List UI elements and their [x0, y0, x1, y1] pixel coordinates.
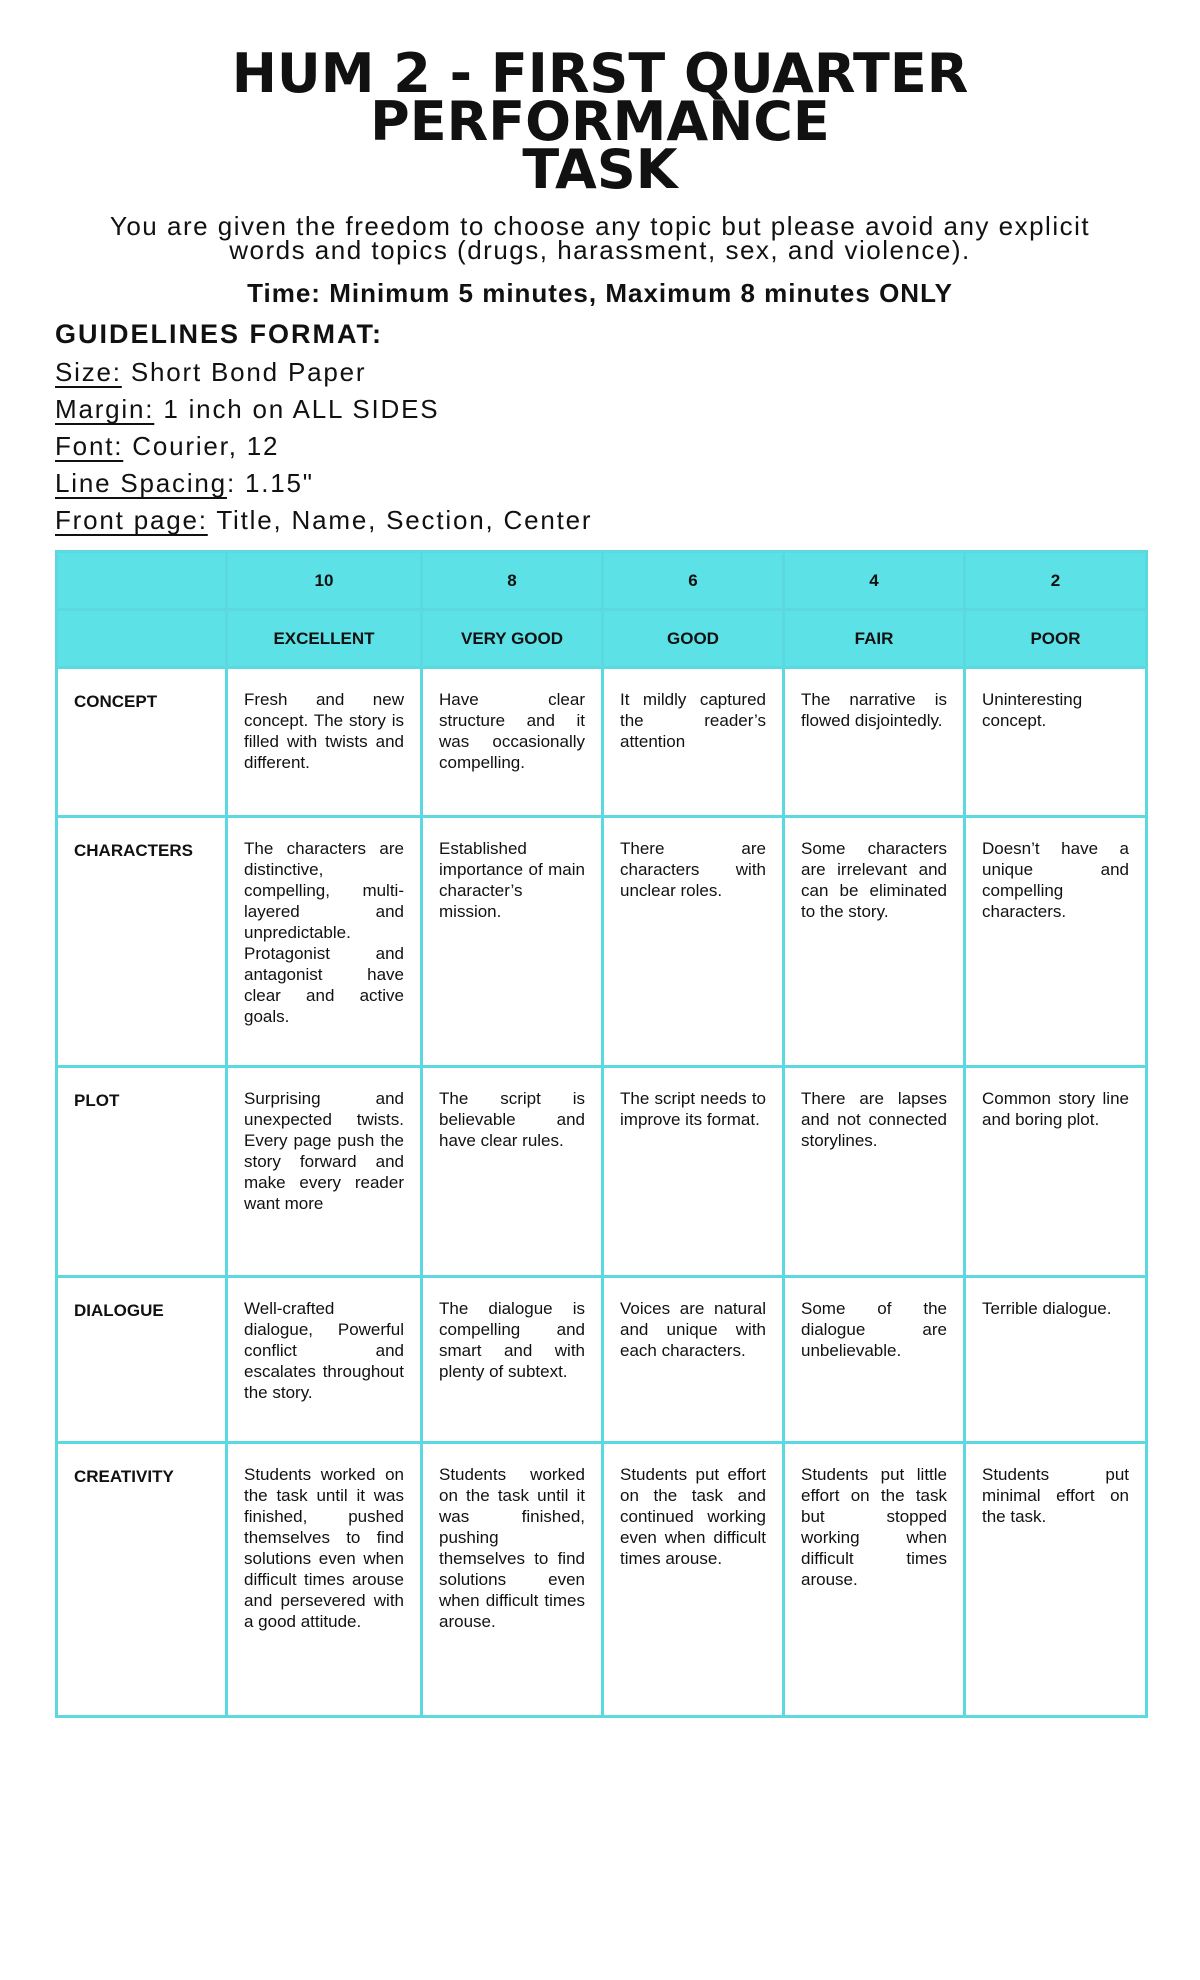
rubric-cell: Students put minimal effort on the task.	[965, 1443, 1147, 1717]
rubric-cell: Common story line and boring plot.	[965, 1067, 1147, 1277]
guideline-value: Title, Name, Section, Center	[207, 505, 593, 535]
guideline-value: 1 inch on ALL SIDES	[154, 394, 440, 424]
table-row	[57, 1443, 1147, 1717]
table-row	[57, 668, 1147, 817]
rubric-cell: Students put effort on the task and continued working even when difficult times arouse.	[603, 1443, 784, 1717]
guideline-value: Courier, 12	[123, 431, 280, 461]
guideline-value: Short Bond Paper	[121, 357, 367, 387]
rubric-cell: The script needs to improve its format.	[603, 1067, 784, 1277]
score-row	[57, 552, 1147, 610]
guideline-key: Margin:	[55, 394, 155, 424]
rubric-cell: Students worked on the task until it was finished, pushing themselves to find solutions even when difficult times arouse.	[422, 1443, 603, 1717]
guideline-item	[55, 391, 1200, 428]
rubric-cell: Well-crafted dialogue, Powerful conflict and escalates throughout the story.	[227, 1277, 422, 1443]
rubric-cell: Some characters are irrelevant and can be eliminated to the story.	[784, 817, 965, 1067]
criterion-label: CREATIVITY	[57, 1443, 227, 1717]
rubric-cell: The characters are distinctive, compelling, multi-layered and unpredictable. Protagonist and antagonist have clear and active goals.	[227, 817, 422, 1067]
level-header: POOR	[965, 610, 1147, 668]
score-header: 6	[603, 552, 784, 610]
criterion-label: CONCEPT	[57, 668, 227, 817]
table-row	[57, 1277, 1147, 1443]
guideline-key: Line Spacing	[55, 468, 227, 498]
score-header: 10	[227, 552, 422, 610]
corner-cell	[57, 610, 227, 668]
rubric-cell: It mildly captured the reader’s attention	[603, 668, 784, 817]
page-title	[0, 0, 1200, 201]
guidelines-heading: GUIDELINES FORMAT:	[55, 319, 383, 349]
title-line-1: HUM 2 - FIRST QUARTER PERFORMANCE	[231, 42, 969, 153]
rubric-cell: Surprising and unexpected twists. Every page push the story forward and make every reader want more	[227, 1067, 422, 1277]
guidelines-list	[55, 354, 1200, 539]
rubric-cell: The narrative is flowed disjointedly.	[784, 668, 965, 817]
corner-cell	[57, 552, 227, 610]
intro-line-1: You are given the freedom to choose any topic but please avoid any explicit	[109, 211, 1091, 241]
time-limit: Time: Minimum 5 minutes, Maximum 8 minutes ONLY	[247, 278, 953, 308]
rubric-container	[55, 550, 1145, 1718]
rubric-cell: Fresh and new concept. The story is filled with twists and different.	[227, 668, 422, 817]
level-header: EXCELLENT	[227, 610, 422, 668]
rubric-cell: Some of the dialogue are unbelievable.	[784, 1277, 965, 1443]
rubric-cell: Uninteresting concept.	[965, 668, 1147, 817]
level-header: GOOD	[603, 610, 784, 668]
level-row	[57, 610, 1147, 668]
title-line-2: TASK	[522, 138, 678, 201]
rubric-cell: There are lapses and not connected storylines.	[784, 1067, 965, 1277]
guideline-item	[55, 428, 1200, 465]
rubric-cell: Have clear structure and it was occasionally compelling.	[422, 668, 603, 817]
intro-line-2: words and topics (drugs, harassment, sex, and violence).	[229, 235, 971, 265]
level-header: FAIR	[784, 610, 965, 668]
score-header: 8	[422, 552, 603, 610]
guideline-value: : 1.15"	[226, 468, 314, 498]
rubric-cell: There are characters with unclear roles.	[603, 817, 784, 1067]
level-header: VERY GOOD	[422, 610, 603, 668]
rubric-cell: The script is believable and have clear rules.	[422, 1067, 603, 1277]
criterion-label: PLOT	[57, 1067, 227, 1277]
guideline-item	[55, 465, 1200, 502]
intro-text	[50, 211, 1150, 265]
rubric-table	[55, 550, 1148, 1718]
guideline-item	[55, 354, 1200, 391]
criterion-label: CHARACTERS	[57, 817, 227, 1067]
score-header: 2	[965, 552, 1147, 610]
table-row	[57, 817, 1147, 1067]
rubric-cell: Terrible dialogue.	[965, 1277, 1147, 1443]
rubric-cell: Doesn’t have a unique and compelling characters.	[965, 817, 1147, 1067]
guideline-key: Font:	[55, 431, 124, 461]
rubric-cell: The dialogue is compelling and smart and with plenty of subtext.	[422, 1277, 603, 1443]
rubric-cell: Students worked on the task until it was finished, pushed themselves to find solutions even when difficult times arouse and persevered with a good attitude.	[227, 1443, 422, 1717]
score-header: 4	[784, 552, 965, 610]
criterion-label: DIALOGUE	[57, 1277, 227, 1443]
rubric-cell: Established importance of main character’s mission.	[422, 817, 603, 1067]
guideline-key: Front page:	[55, 505, 208, 535]
guideline-key: Size:	[55, 357, 122, 387]
rubric-cell: Students put little effort on the task but stopped working when difficult times arouse.	[784, 1443, 965, 1717]
guideline-item	[55, 502, 1200, 539]
table-row	[57, 1067, 1147, 1277]
rubric-cell: Voices are natural and unique with each characters.	[603, 1277, 784, 1443]
